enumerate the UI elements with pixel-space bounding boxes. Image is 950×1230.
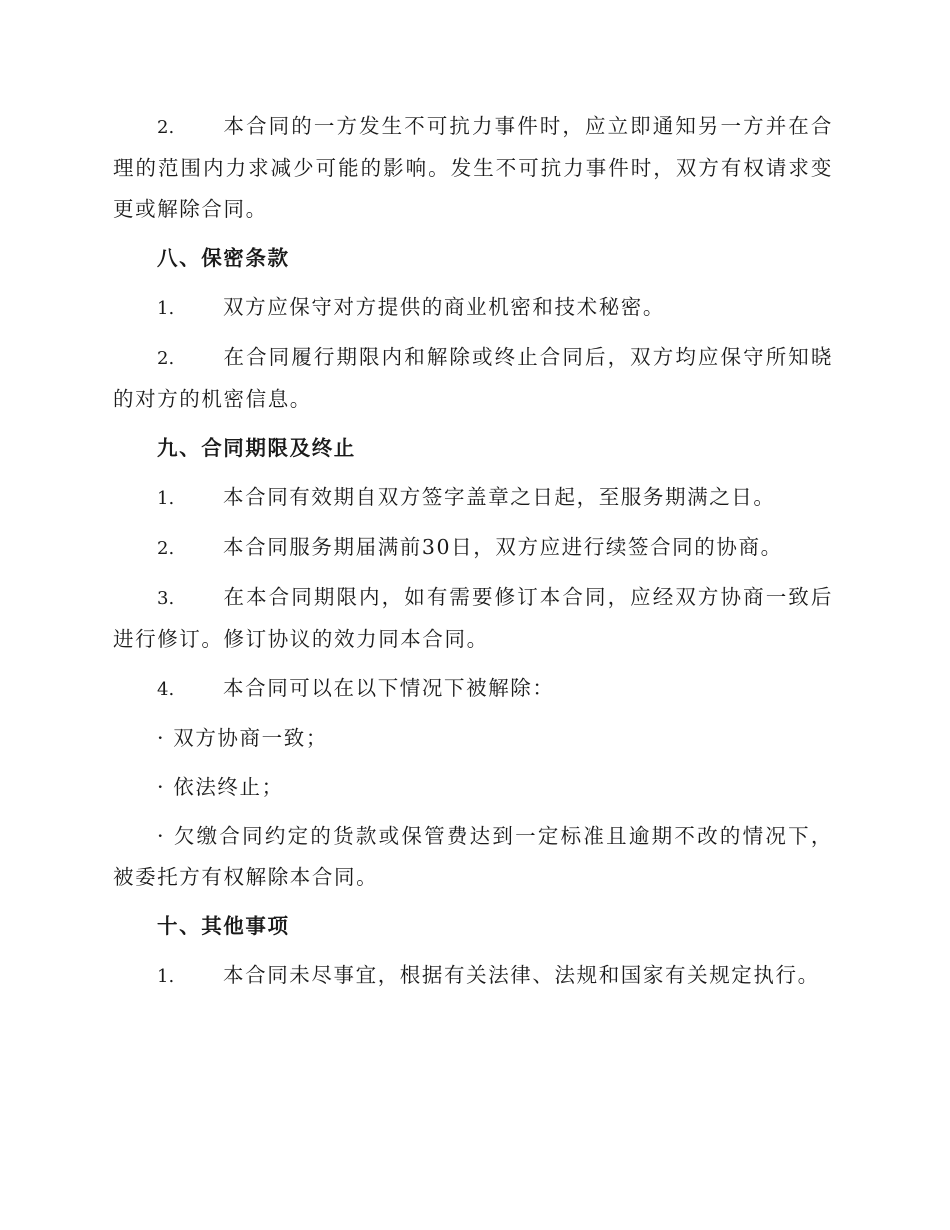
clause-text: 本合同可以在以下情况下被解除： [223,676,555,700]
clause-text: 双方应保守对方提供的商业机密和技术秘密。 [223,295,665,319]
clause-item [113,668,833,710]
clause-item [113,287,833,329]
section-heading: 十、其他事项 [157,914,290,938]
document-body [113,106,833,1005]
clause-number: 3. [157,588,175,609]
clause-text: 本合同服务期届满前30日，双方应进行续签合同的协商。 [223,535,783,559]
clause-item [113,106,833,230]
clause-number: 1. [157,966,175,987]
clause-number: 4. [157,679,175,700]
clause-text: 本合同有效期自双方签字盖章之日起，至服务期满之日。 [223,485,776,509]
clause-item [113,477,833,519]
clause-number: 2. [157,538,175,559]
clause-item [113,527,833,569]
clause-text: 本合同未尽事宜，根据有关法律、法规和国家有关规定执行。 [223,963,820,987]
bullet-item: · 双方协商一致； [157,726,328,750]
section-heading: 九、合同期限及终止 [157,436,356,460]
clause-number: 2. [157,348,175,369]
clause-number: 2. [157,117,175,138]
clause-text: 在合同履行期限内和解除或终止合同后，双方均应保守所知晓的对方的机密信息。 [113,345,833,411]
clause-text: 本合同的一方发生不可抗力事件时，应立即通知另一方并在合理的范围内力求减少可能的影响。发生不可抗力事件时，双方有权请求变更或解除合同。 [113,114,833,221]
clause-item [113,955,833,997]
bullet-item: · 依法终止； [157,775,284,799]
clause-item [113,577,833,660]
section-heading: 八、保密条款 [157,246,290,270]
clause-text: 在本合同期限内，如有需要修订本合同，应经双方协商一致后进行修订。修订协议的效力同本合同。 [113,585,833,651]
clause-item [113,337,833,420]
bullet-item: · 欠缴合同约定的货款或保管费达到一定标准且逾期不改的情况下，被委托方有权解除本合同。 [113,824,833,889]
clause-number: 1. [157,298,175,319]
clause-number: 1. [157,488,175,509]
